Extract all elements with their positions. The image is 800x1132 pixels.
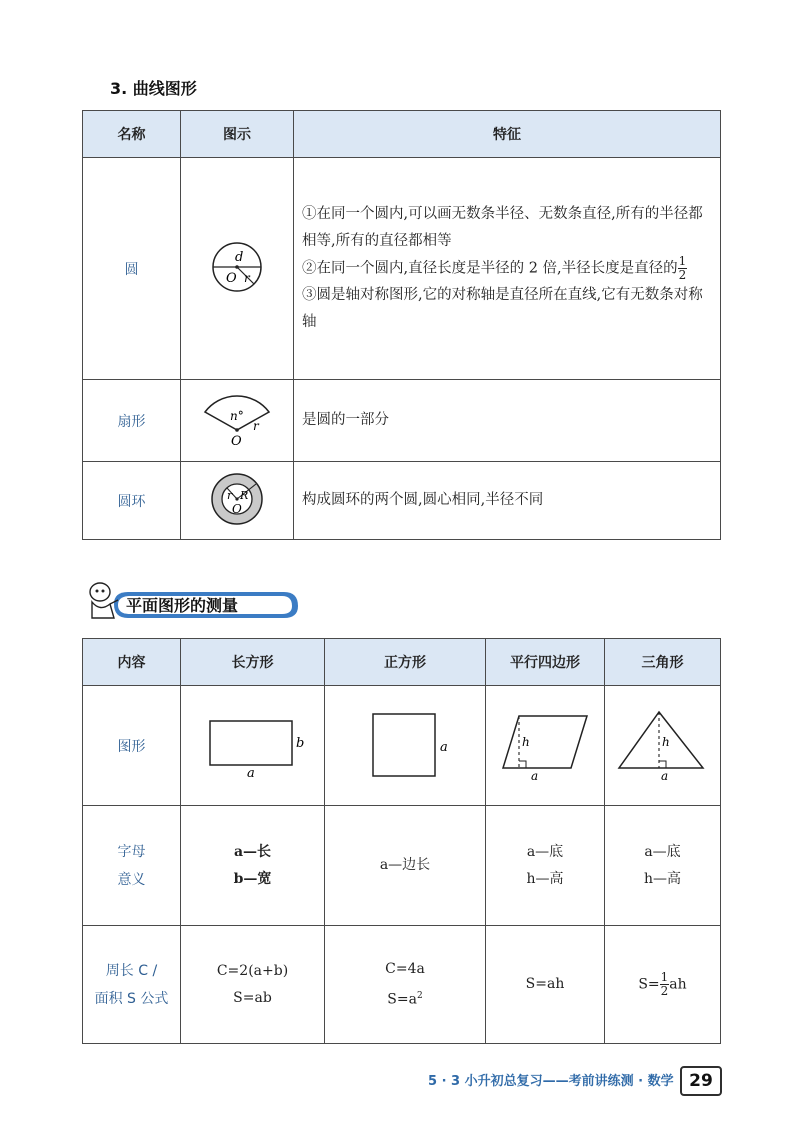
banner-title: 平面图形的测量 (126, 596, 239, 615)
label-d: d (235, 249, 244, 265)
parallelogram-diagram (495, 706, 595, 782)
header-name: 名称 (83, 111, 181, 158)
header-figure: 图示 (181, 111, 294, 158)
table-header-row (83, 111, 721, 158)
table-row-sector (83, 380, 721, 462)
fraction-one-half: $\frac{1}{2}$ (660, 969, 669, 998)
row-name-circle: 圆 (83, 158, 181, 380)
table-header-row (83, 639, 721, 686)
table-row-circle (83, 158, 721, 380)
label-a: a (440, 739, 448, 755)
header-square: 正方形 (325, 639, 486, 686)
footer-text: 5 · 3 小升初总复习——考前讲练测 · 数学 (428, 1074, 674, 1089)
triangle-letters: a—底 h—高 (605, 806, 721, 926)
triangle-formula: S= $\frac{1}{2}$ ah (605, 926, 721, 1044)
triangle-diagram (613, 706, 713, 782)
section-title: 3. 曲线图形 (110, 79, 197, 98)
header-rectangle: 长方形 (181, 639, 325, 686)
table-row-letters (83, 806, 721, 926)
mascot-banner (84, 578, 304, 624)
ring-diagram (207, 469, 267, 529)
label-n: n° (230, 408, 244, 423)
label-r: r (227, 488, 233, 502)
header-triangle: 三角形 (605, 639, 721, 686)
header-content: 内容 (83, 639, 181, 686)
table-row-figure (83, 686, 721, 806)
label-O: O (231, 433, 242, 448)
fraction-one-half: $\frac{1}{2}$ (678, 253, 687, 282)
square-diagram (355, 706, 455, 782)
label-a: a (660, 768, 668, 782)
rectangle-letters: a—长 b—宽 (181, 806, 325, 926)
ring-figure (181, 462, 294, 540)
curve-shapes-table (82, 110, 721, 540)
sector-diagram (195, 390, 279, 448)
row-name-ring: 圆环 (83, 462, 181, 540)
label-a: a (246, 765, 255, 779)
header-parallelogram: 平行四边形 (486, 639, 605, 686)
circle-diagram (202, 237, 272, 297)
square-formulas: C=4a $S=a^2$ (325, 926, 486, 1044)
label-a: a (531, 768, 539, 782)
sector-feature: 是圆的一部分 (294, 380, 721, 462)
measurement-table (82, 638, 721, 1044)
square-figure (325, 686, 486, 806)
circle-feature-2: ②在同一个圆内,直径长度是半径的 2 倍,半径长度是直径的 $\frac{1}{2}$ (302, 253, 687, 282)
page-number: 29 (680, 1066, 722, 1096)
parallelogram-figure (486, 686, 605, 806)
label-R: R (240, 488, 249, 502)
rectangle-formulas: C=2(a+b) S=ab (181, 926, 325, 1044)
square-letters: a—边长 (325, 806, 486, 926)
triangle-figure (605, 686, 721, 806)
label-b: b (295, 735, 304, 751)
table-row-ring (83, 462, 721, 540)
parallelogram-formula: S=ah (486, 926, 605, 1044)
table-row-formulas (83, 926, 721, 1044)
row-label-figure: 图形 (83, 686, 181, 806)
label-O: O (232, 501, 242, 516)
section-banner (84, 578, 304, 624)
label-r: r (253, 418, 259, 433)
label-O: O (226, 270, 237, 286)
rectangle-figure (181, 686, 325, 806)
header-features: 特征 (294, 111, 721, 158)
sector-figure (181, 380, 294, 462)
label-r: r (244, 270, 250, 285)
label-h: h (661, 734, 670, 749)
row-label-letters: 字母 意义 (83, 806, 181, 926)
circle-feature-3: ③圆是轴对称图形,它的对称轴是直径所在直线,它有无数条对称轴 (302, 287, 703, 331)
circle-feature-1: ①在同一个圆内,可以画无数条半径、无数条直径,所有的半径都相等,所有的直径都相等 (302, 205, 703, 249)
circle-features (294, 158, 721, 380)
circle-figure (181, 158, 294, 380)
row-name-sector: 扇形 (83, 380, 181, 462)
parallelogram-letters: a—底 h—高 (486, 806, 605, 926)
mascot-icon (90, 583, 118, 618)
ring-feature: 构成圆环的两个圆,圆心相同,半径不同 (294, 462, 721, 540)
rectangle-diagram (198, 709, 308, 779)
label-h: h (522, 734, 530, 749)
row-label-formulas: 周长 C / 面积 S 公式 (83, 926, 181, 1044)
